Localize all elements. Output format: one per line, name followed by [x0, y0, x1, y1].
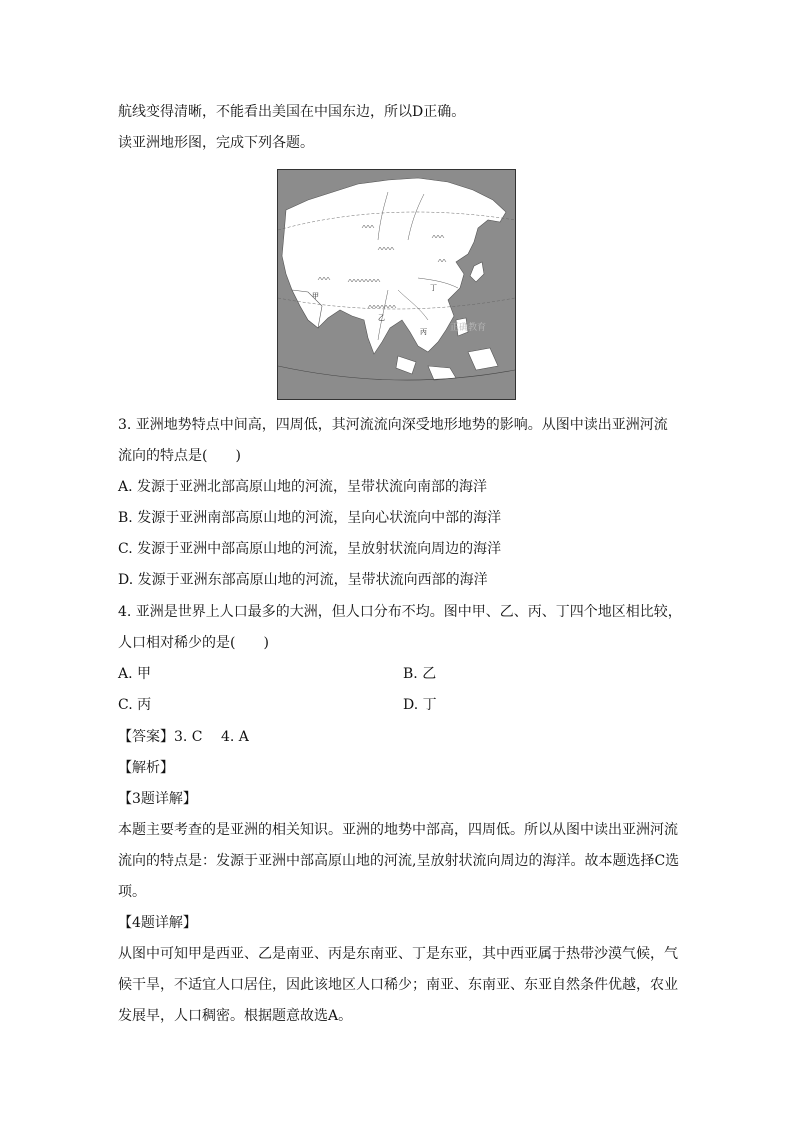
- q4-option-d: D. 丁: [403, 697, 437, 713]
- map-watermark: 正确教育: [450, 323, 487, 333]
- label-ding: 丁: [430, 284, 437, 292]
- q3-option-d: D. 发源于亚洲东部高原山地的河流，呈带状流向西部的海洋: [118, 572, 488, 588]
- intro-line-2: 读亚洲地形图，完成下列各题。: [118, 135, 314, 151]
- q3-stem-line-2: 流向的特点是( ): [118, 448, 241, 464]
- q4-option-b: B. 乙: [403, 666, 437, 682]
- q3-option-b: B. 发源于亚洲南部高原山地的河流，呈向心状流向中部的海洋: [118, 510, 502, 526]
- q4-option-a: A. 甲: [118, 666, 152, 682]
- label-bing: 丙: [420, 328, 427, 336]
- q3-detail-heading: 【3题详解】: [118, 791, 197, 807]
- q3-option-a: A. 发源于亚洲北部高原山地的河流，呈带状流向南部的海洋: [118, 479, 488, 495]
- q4-detail-heading: 【4题详解】: [118, 915, 197, 931]
- label-yi: 乙: [378, 314, 385, 322]
- answer-line: 【答案】3. C 4. A: [118, 729, 249, 745]
- asia-map-graphic: [278, 170, 515, 399]
- asia-terrain-map: [277, 169, 516, 400]
- analysis-heading: 【解析】: [118, 760, 174, 776]
- q4-option-c: C. 丙: [118, 697, 152, 713]
- label-jia: 甲: [312, 292, 319, 300]
- q4-stem-line-1: 4. 亚洲是世界上人口最多的大洲，但人口分布不均。图中甲、乙、丙、丁四个地区相比较，: [118, 604, 682, 620]
- q3-stem-line-1: 3. 亚洲地势特点中间高，四周低，其河流流向深受地形地势的影响。从图中读出亚洲河流: [118, 417, 668, 433]
- q3-detail-text: 本题主要考查的是亚洲的相关知识。亚洲的地势中部高，四周低。所以从图中读出亚洲河流流向的特点是：发源于亚洲中部高原山地的河流,呈放射状流向周边的海洋。故本题选择C选项。: [118, 822, 680, 900]
- q3-option-c: C. 发源于亚洲中部高原山地的河流，呈放射状流向周边的海洋: [118, 541, 502, 557]
- q4-detail-text: 从图中可知甲是西亚、乙是南亚、丙是东南亚、丁是东亚，其中西亚属于热带沙漠气候，气候干旱，不适宜人口居住，因此该地区人口稀少；南亚、东南亚、东亚自然条件优越，农业发展早，人口稠密。根据题意故选A。: [118, 946, 678, 1024]
- q4-stem-line-2: 人口相对稀少的是( ): [118, 635, 269, 651]
- intro-line-1: 航线变得清晰，不能看出美国在中国东边，所以D正确。: [118, 104, 466, 120]
